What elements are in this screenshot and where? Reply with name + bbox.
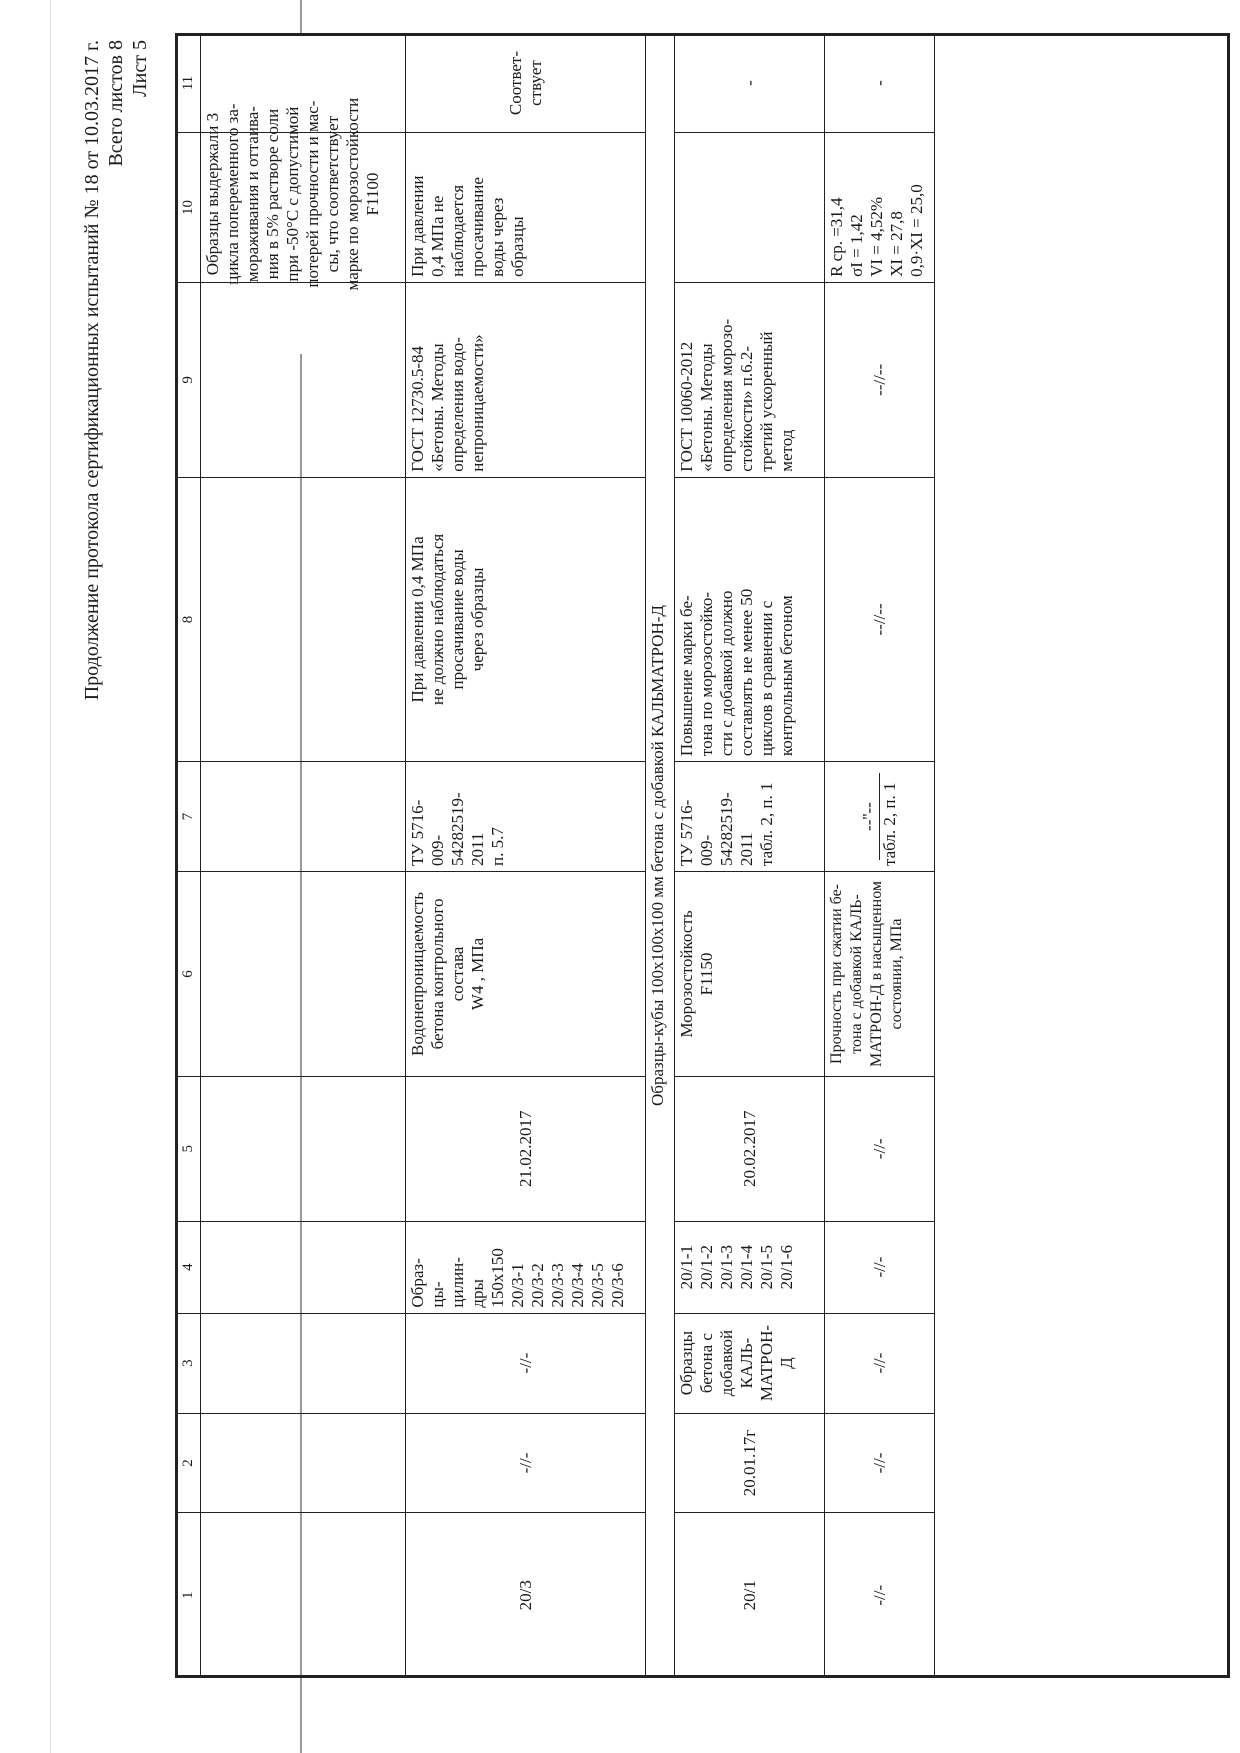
line: σI = 1,42: [847, 214, 866, 277]
line: 20/1-4: [737, 1244, 756, 1290]
line: Образ-: [408, 1258, 427, 1308]
line: Д: [777, 1357, 796, 1369]
cell: [201, 762, 406, 872]
norm-ref: табл. 2, п. 1: [880, 782, 899, 867]
line: XI = 27,8: [887, 211, 906, 277]
line: Водонепроницаемость: [408, 891, 427, 1056]
line: п. 5.7: [488, 827, 507, 867]
line: 0,4 МПа не: [428, 195, 447, 277]
ditto: -//-: [825, 1413, 935, 1513]
col-num: 3: [176, 1313, 201, 1413]
line: Прочность при сжатии бе-: [828, 883, 845, 1064]
line: 20/1-6: [777, 1244, 796, 1290]
line: При давлении 0,4 МПа: [408, 536, 427, 703]
norm-doc: [825, 762, 935, 872]
results-table: [175, 33, 935, 1678]
line: КАЛЬ-: [737, 1337, 756, 1389]
table-row-water-permeability: [406, 34, 646, 1678]
parameter: [406, 872, 646, 1077]
ditto: -//-: [825, 1076, 935, 1221]
table-row-continuation: [201, 34, 406, 1678]
line: МАТРОН-: [757, 1324, 776, 1402]
line: табл. 2, п. 1: [757, 782, 776, 867]
line: «Бетоны. Методы: [428, 343, 447, 472]
line: определения водо-: [448, 337, 467, 472]
line: Морозостойкость: [677, 910, 696, 1038]
col-num: 1: [176, 1513, 201, 1678]
line: определения морозо-: [717, 318, 736, 472]
cell: [201, 477, 406, 761]
result-line: при -50°С с допустимой: [283, 106, 302, 282]
line: контрольным бетоном: [777, 595, 796, 757]
sampling-date: 20.01.17г: [675, 1413, 825, 1513]
col-num: 7: [176, 762, 201, 872]
cell: [201, 1313, 406, 1413]
line: метод: [777, 429, 796, 472]
test-result: [406, 133, 646, 283]
col-num: 10: [176, 133, 201, 283]
ditto: -//-: [406, 1313, 646, 1413]
sheet-number: Лист 5: [129, 40, 151, 97]
line: состоянии, МПа: [888, 918, 905, 1030]
cell: [201, 1513, 406, 1678]
result-line: мораживания и оттаива-: [243, 106, 262, 283]
line: непроницаемости»: [468, 334, 487, 472]
sample-id: 20/1: [675, 1513, 825, 1678]
line: ствует: [525, 60, 545, 106]
line: W4 , МПа: [468, 937, 487, 1011]
line: 20/1-1: [677, 1244, 696, 1290]
cell: [201, 1413, 406, 1513]
ditto-mark: --''--: [859, 773, 880, 860]
line: F1150: [697, 952, 716, 996]
line: 54282519-: [717, 792, 736, 867]
line: VI = 4,52%: [867, 196, 886, 277]
line: тона с добавкой КАЛЬ-: [848, 894, 865, 1054]
line: 0,9·XI = 25,0: [907, 184, 926, 277]
line: 20/3-4: [568, 1263, 587, 1308]
line: состава: [448, 946, 467, 1002]
line: не должно наблюдаться: [428, 533, 447, 706]
parameter: [675, 872, 825, 1077]
line: сти с добавкой должно: [717, 590, 736, 757]
section-header-row: [646, 34, 675, 1678]
norm-doc: [406, 762, 646, 872]
total-sheets: Всего листов 8: [105, 40, 127, 167]
line: просачивание: [468, 177, 487, 277]
cell: [201, 872, 406, 1077]
line: 009-: [697, 834, 716, 867]
line: Образцы: [677, 1330, 696, 1396]
col-num: 6: [176, 872, 201, 1077]
line: 2011: [737, 832, 756, 867]
sample-type: [675, 1313, 825, 1413]
line: через образцы: [468, 567, 487, 672]
line: 20/1-2: [697, 1244, 716, 1290]
line: тона по морозостойко-: [697, 591, 716, 757]
result-line: F1100: [363, 172, 382, 216]
line: «Бетоны. Методы: [697, 343, 716, 472]
line: 150х150: [488, 1248, 507, 1308]
requirement: [406, 477, 646, 761]
col-num: 9: [176, 282, 201, 477]
frost-result-text: [201, 34, 406, 291]
line: 20/3-6: [608, 1263, 627, 1308]
line: наблюдается: [448, 184, 467, 277]
line: дры: [468, 1279, 487, 1308]
ditto: -//-: [406, 1413, 646, 1513]
line: воды через: [488, 197, 507, 277]
document-header: [80, 40, 152, 700]
col-num: 11: [176, 34, 201, 133]
line: ТУ 5716-: [677, 799, 696, 867]
sample-id: 20/3: [406, 1513, 646, 1678]
line: цилин-: [448, 1257, 467, 1308]
conformity: -: [825, 34, 935, 133]
col-num: 8: [176, 477, 201, 761]
line: циклов в сравнении с: [757, 600, 776, 757]
line: Повышение марки бе-: [677, 595, 696, 757]
conformity: [406, 34, 646, 133]
test-result: [825, 133, 935, 283]
line: третий ускоренный: [757, 331, 776, 472]
line: ТУ 5716-: [408, 799, 427, 867]
line: 54282519-: [448, 792, 467, 867]
line: бетона с: [697, 1333, 716, 1394]
line: 009-: [428, 834, 447, 867]
col-num: 2: [176, 1413, 201, 1513]
line: 20/3-5: [588, 1263, 607, 1308]
norm-doc: [675, 762, 825, 872]
ditto: --//--: [825, 282, 935, 477]
col-num: 5: [176, 1076, 201, 1221]
line: ГОСТ 10060-2012: [677, 341, 696, 472]
sample-list: [406, 1221, 646, 1313]
line: просачивание воды: [448, 549, 467, 690]
section-title: Образцы-кубы 100х100х100 мм бетона с добавкой КАЛЬМАТРОН-Д: [646, 34, 675, 1678]
line: цы-: [428, 1281, 447, 1308]
requirement: [675, 477, 825, 761]
line: 20/3-1: [508, 1263, 527, 1308]
ditto: -//-: [825, 1221, 935, 1313]
result-line: цикла попеременного за-: [223, 103, 242, 285]
conformity: -: [675, 34, 825, 133]
result-line: ния в 5% растворе соли: [263, 108, 282, 280]
line: образцы: [508, 216, 527, 277]
line: 20/1-3: [717, 1244, 736, 1290]
cell: [201, 1076, 406, 1221]
line: бетона контрольного: [428, 898, 447, 1050]
ditto: -//-: [825, 1513, 935, 1678]
test-method: [675, 282, 825, 477]
result-line: Образцы выдержали 3: [203, 112, 222, 276]
cell: [201, 1221, 406, 1313]
line: 2011: [468, 832, 487, 867]
line: При давлении: [408, 175, 427, 277]
line: составлять не менее 50: [737, 588, 756, 757]
result-line: сы, что соответствует: [323, 115, 342, 273]
table-row-frost-resistance: [675, 34, 825, 1678]
line: R ср. =31,4: [827, 197, 846, 277]
test-result: [675, 133, 825, 283]
table-row-compressive-strength: [825, 34, 935, 1678]
line: Соответ-: [505, 50, 525, 116]
protocol-title: Продолжение протокола сертификационных испытаний № 18 от 10.03.2017 г.: [81, 40, 103, 701]
line: стойкости» п.6.2-: [737, 346, 756, 472]
line: МАТРОН-Д в насыщенном: [868, 880, 885, 1067]
result-line: марке по морозостойкости: [343, 97, 362, 291]
parameter: [825, 872, 935, 1077]
ditto: -//-: [825, 1313, 935, 1413]
line: 20/3-3: [548, 1263, 567, 1308]
test-method: [406, 282, 646, 477]
ditto: --//--: [825, 477, 935, 761]
test-date: 21.02.2017: [406, 1076, 646, 1221]
line: ГОСТ 12730.5-84: [408, 345, 427, 472]
column-number-row: [176, 34, 201, 1678]
line: 20/1-5: [757, 1244, 776, 1290]
line: добавкой: [717, 1329, 736, 1397]
result-line: потерей прочности и мас-: [303, 100, 322, 288]
sample-list: [675, 1221, 825, 1313]
test-date: 20.02.2017: [675, 1076, 825, 1221]
line: 20/3-2: [528, 1263, 547, 1308]
col-num: 4: [176, 1221, 201, 1313]
